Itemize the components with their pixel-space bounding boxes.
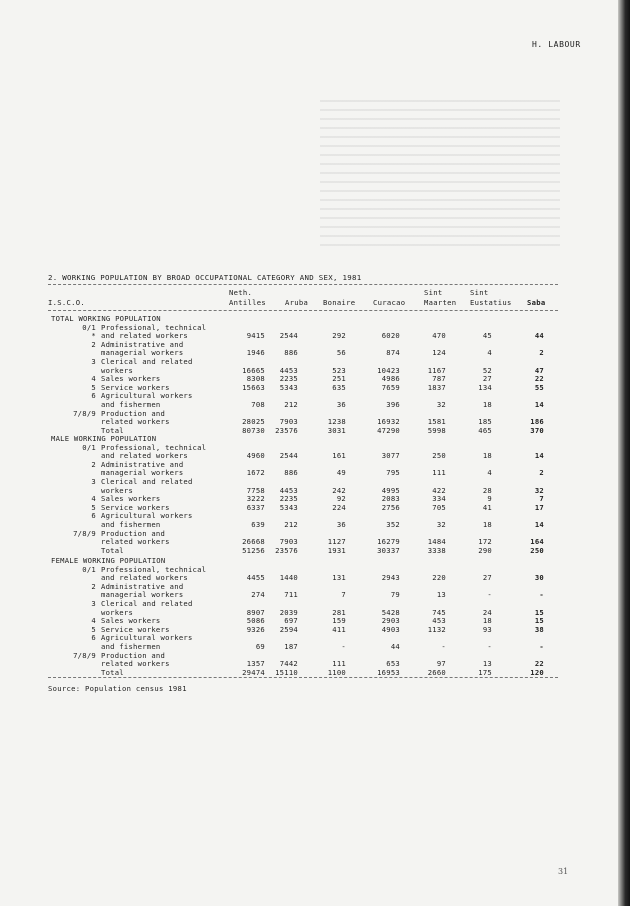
row-label: Agricultural workers [101, 511, 193, 521]
cell-value: 69 [255, 642, 265, 651]
cell-value: 396 [386, 400, 400, 409]
row-label: Administrative and [101, 581, 184, 591]
cell-value: 1100 [327, 667, 346, 677]
col-header-sint-maarten-line1: Sint [424, 288, 443, 297]
cell-value: - [487, 642, 492, 651]
cell-value: 14 [534, 400, 544, 409]
cell-value: 4986 [381, 374, 400, 384]
cell-value: 7903 [279, 417, 298, 427]
cell-value: 38 [534, 624, 544, 634]
cell-value: 1440 [279, 573, 298, 583]
cell-value: 185 [478, 417, 492, 427]
cell-value: 10423 [377, 365, 400, 375]
cell-value: 422 [432, 485, 446, 495]
total-row [0, 668, 618, 677]
cell-value: 453 [432, 616, 446, 626]
row-label: Professional, technical [101, 442, 207, 452]
cell-value: 30 [534, 573, 544, 583]
cell-value: 28 [482, 485, 492, 495]
cell-value: 653 [386, 659, 400, 669]
cell-value: 51256 [242, 545, 265, 555]
cell-value: 28025 [242, 417, 265, 427]
isco-code: 7/8/9 [73, 650, 96, 660]
cell-value: 352 [386, 520, 400, 529]
cell-value: 4 [487, 348, 492, 358]
cell-value: 93 [482, 624, 492, 634]
cell-value: 45 [482, 331, 492, 341]
isco-code: * [91, 331, 96, 341]
row-label: Total [101, 667, 124, 677]
row-label: related workers [101, 659, 170, 669]
bleed-through-texture [320, 100, 560, 250]
cell-value: 251 [332, 374, 346, 384]
cell-value: 6020 [381, 331, 400, 341]
cell-value: 18 [482, 616, 492, 626]
header-bottom-rule [48, 310, 558, 311]
isco-code: 7/8/9 [73, 408, 96, 418]
cell-value: 220 [432, 573, 446, 583]
row-label: Administrative and [101, 459, 184, 469]
col-header-neth-antilles-line2: Antilles [229, 298, 267, 307]
cell-value: 32 [534, 485, 544, 495]
cell-value: 16953 [377, 667, 400, 677]
cell-value: 2083 [381, 494, 400, 504]
row-label: TOTAL WORKING POPULATION [51, 314, 161, 323]
cell-value: 55 [534, 382, 544, 392]
cell-value: 124 [432, 348, 446, 358]
cell-value: 29474 [242, 667, 265, 677]
cell-value: 224 [332, 502, 346, 512]
cell-value: 30337 [377, 545, 400, 555]
source-note: Source: Population census 1981 [48, 684, 187, 693]
cell-value: 470 [432, 331, 446, 341]
cell-value: 292 [332, 331, 346, 341]
cell-value: 1357 [246, 659, 265, 669]
cell-value: 5343 [279, 502, 298, 512]
cell-value: 8308 [246, 374, 265, 384]
cell-value: 1484 [427, 537, 446, 547]
cell-value: 6337 [246, 502, 265, 512]
cell-value: 2594 [279, 624, 298, 634]
cell-value: 9 [487, 494, 492, 504]
cell-value: 4 [487, 468, 492, 478]
cell-value: 7903 [279, 537, 298, 547]
cell-value: 2 [539, 348, 544, 358]
isco-code: 3 [91, 599, 96, 608]
cell-value: 36 [336, 520, 346, 529]
row-label: and fishermen [101, 642, 161, 651]
cell-value: 26668 [242, 537, 265, 547]
cell-value: 164 [530, 537, 544, 547]
cell-value: 5086 [246, 616, 265, 626]
row-label: Sales workers [101, 374, 161, 384]
cell-value: 2544 [279, 451, 298, 461]
cell-value: 44 [534, 331, 544, 341]
cell-value: 186 [530, 417, 544, 427]
cell-value: 32 [436, 520, 446, 529]
cell-value: 745 [432, 607, 446, 617]
cell-value: 874 [386, 348, 400, 358]
page-number: 31 [558, 867, 569, 876]
cell-value: 7758 [246, 485, 265, 495]
cell-value: 27 [482, 374, 492, 384]
cell-value: 635 [332, 382, 346, 392]
col-header-curacao: Curacao [373, 298, 406, 307]
cell-value: 44 [390, 642, 400, 651]
cell-value: 886 [284, 468, 298, 478]
cell-value: 7659 [381, 382, 400, 392]
cell-value: 187 [284, 642, 298, 651]
cell-value: 250 [432, 451, 446, 461]
cell-value: - [487, 590, 492, 600]
cell-value: 36 [336, 400, 346, 409]
col-header-saba: Saba [527, 298, 546, 307]
cell-value: 9415 [246, 331, 265, 341]
cell-value: - [441, 642, 446, 651]
isco-code: 3 [91, 477, 96, 486]
isco-code: 5 [91, 382, 96, 392]
cell-value: 92 [336, 494, 346, 504]
isco-code: 5 [91, 624, 96, 634]
col-header-sint-eustatius-line1: Sint [470, 288, 489, 297]
cell-value: 32 [436, 400, 446, 409]
row-label: Service workers [101, 382, 170, 392]
row-label: FEMALE WORKING POPULATION [51, 556, 166, 565]
cell-value: 172 [478, 537, 492, 547]
isco-code: 6 [91, 391, 96, 401]
cell-value: 97 [436, 659, 446, 669]
cell-value: 250 [530, 545, 544, 555]
cell-value: 120 [530, 667, 544, 677]
cell-value: 22 [534, 659, 544, 669]
row-label: Clerical and related [101, 477, 193, 486]
cell-value: 1167 [427, 365, 446, 375]
isco-code: 0/1 [82, 322, 96, 332]
isco-code: 4 [91, 616, 96, 626]
cell-value: 4455 [246, 573, 265, 583]
col-header-aruba: Aruba [285, 298, 309, 307]
row-label: Total [101, 545, 124, 555]
cell-value: 16932 [377, 417, 400, 427]
cell-value: 4453 [279, 485, 298, 495]
cell-value: 2235 [279, 374, 298, 384]
cell-value: 1127 [327, 537, 346, 547]
header-top-rule [48, 284, 558, 285]
cell-value: 56 [336, 348, 346, 358]
isco-code: 0/1 [82, 564, 96, 574]
row-label: workers [101, 607, 134, 617]
cell-value: 15110 [275, 667, 298, 677]
row-label: Professional, technical [101, 322, 207, 332]
cell-value: 3222 [246, 494, 265, 504]
row-label: workers [101, 485, 134, 495]
cell-value: 5343 [279, 382, 298, 392]
row-label: Agricultural workers [101, 391, 193, 401]
cell-value: 18 [482, 520, 492, 529]
cell-value: 47290 [377, 425, 400, 435]
cell-value: 4960 [246, 451, 265, 461]
cell-value: 15 [534, 607, 544, 617]
row-label: and related workers [101, 451, 188, 461]
isco-code: 2 [91, 581, 96, 591]
cell-value: - [539, 642, 544, 651]
table-title: 2. WORKING POPULATION BY BROAD OCCUPATIONAL CATEGORY AND SEX, 1981 [48, 273, 362, 282]
cell-value: 1238 [327, 417, 346, 427]
cell-value: 2660 [427, 667, 446, 677]
cell-value: 465 [478, 425, 492, 435]
cell-value: 7 [341, 590, 346, 600]
row-label: Service workers [101, 624, 170, 634]
row-label: and related workers [101, 573, 188, 583]
row-label: and related workers [101, 331, 188, 341]
cell-value: 175 [478, 667, 492, 677]
cell-value: 2039 [279, 607, 298, 617]
cell-value: 4903 [381, 624, 400, 634]
cell-value: 886 [284, 348, 298, 358]
cell-value: 23576 [275, 545, 298, 555]
cell-value: 711 [284, 590, 298, 600]
cell-value: 14 [534, 520, 544, 529]
cell-value: 708 [251, 400, 265, 409]
cell-value: 1132 [427, 624, 446, 634]
cell-value: 18 [482, 400, 492, 409]
row-label: Clerical and related [101, 357, 193, 366]
cell-value: 2943 [381, 573, 400, 583]
row-label: Agricultural workers [101, 633, 193, 643]
cell-value: 281 [332, 607, 346, 617]
cell-value: 787 [432, 374, 446, 384]
row-label: managerial workers [101, 590, 184, 600]
cell-value: 3031 [327, 425, 346, 435]
cell-value: 13 [436, 590, 446, 600]
row-label: Total [101, 425, 124, 435]
row-label: MALE WORKING POPULATION [51, 434, 157, 443]
cell-value: 7 [539, 494, 544, 504]
col-header-isco: I.S.C.O. [48, 298, 86, 307]
cell-value: 79 [390, 590, 400, 600]
page-edge-shadow [618, 0, 630, 906]
row-label: Production and [101, 528, 166, 538]
cell-value: 212 [284, 520, 298, 529]
row-label: managerial workers [101, 348, 184, 358]
row-label: Professional, technical [101, 564, 207, 574]
row-label: Sales workers [101, 616, 161, 626]
row-label: Production and [101, 650, 166, 660]
cell-value: 9326 [246, 624, 265, 634]
table-bottom-rule [48, 677, 558, 678]
cell-value: 242 [332, 485, 346, 495]
total-row [0, 546, 618, 555]
cell-value: 80730 [242, 425, 265, 435]
cell-value: 15 [534, 616, 544, 626]
cell-value: 334 [432, 494, 446, 504]
cell-value: 49 [336, 468, 346, 478]
row-label: workers [101, 365, 134, 375]
cell-value: 274 [251, 590, 265, 600]
cell-value: 111 [332, 659, 346, 669]
cell-value: 22 [534, 374, 544, 384]
cell-value: 131 [332, 573, 346, 583]
cell-value: 24 [482, 607, 492, 617]
cell-value: 16665 [242, 365, 265, 375]
cell-value: 8907 [246, 607, 265, 617]
cell-value: 1946 [246, 348, 265, 358]
isco-code: 3 [91, 357, 96, 366]
cell-value: 411 [332, 624, 346, 634]
cell-value: 4453 [279, 365, 298, 375]
row-label: managerial workers [101, 468, 184, 478]
cell-value: 15663 [242, 382, 265, 392]
isco-code: 5 [91, 502, 96, 512]
cell-value: 5998 [427, 425, 446, 435]
cell-value: - [539, 590, 544, 600]
cell-value: 16279 [377, 537, 400, 547]
isco-code: 0/1 [82, 442, 96, 452]
cell-value: 23576 [275, 425, 298, 435]
cell-value: 2544 [279, 331, 298, 341]
col-header-sint-eustatius-line2: Eustatius [470, 298, 512, 307]
cell-value: 212 [284, 400, 298, 409]
cell-value: 4995 [381, 485, 400, 495]
cell-value: 3077 [381, 451, 400, 461]
row-label: related workers [101, 417, 170, 427]
cell-value: 2235 [279, 494, 298, 504]
cell-value: 523 [332, 365, 346, 375]
cell-value: 290 [478, 545, 492, 555]
cell-value: 705 [432, 502, 446, 512]
cell-value: 1931 [327, 545, 346, 555]
cell-value: 795 [386, 468, 400, 478]
row-label: related workers [101, 537, 170, 547]
col-header-bonaire: Bonaire [323, 298, 356, 307]
row-label: and fishermen [101, 520, 161, 529]
cell-value: 2 [539, 468, 544, 478]
isco-code: 2 [91, 339, 96, 349]
row-label: Sales workers [101, 494, 161, 504]
cell-value: 47 [534, 365, 544, 375]
isco-code: 4 [91, 494, 96, 504]
cell-value: - [341, 642, 346, 651]
isco-code: 4 [91, 374, 96, 384]
cell-value: 7442 [279, 659, 298, 669]
cell-value: 14 [534, 451, 544, 461]
row-label: Administrative and [101, 339, 184, 349]
cell-value: 13 [482, 659, 492, 669]
cell-value: 134 [478, 382, 492, 392]
isco-code: 7/8/9 [73, 528, 96, 538]
cell-value: 5428 [381, 607, 400, 617]
cell-value: 639 [251, 520, 265, 529]
cell-value: 370 [530, 425, 544, 435]
running-head: H. LABOUR [532, 40, 581, 49]
cell-value: 161 [332, 451, 346, 461]
isco-code: 6 [91, 511, 96, 521]
cell-value: 697 [284, 616, 298, 626]
cell-value: 17 [534, 502, 544, 512]
row-label: and fishermen [101, 400, 161, 409]
cell-value: 52 [482, 365, 492, 375]
row-label: Service workers [101, 502, 170, 512]
row-label: Clerical and related [101, 599, 193, 608]
isco-code: 6 [91, 633, 96, 643]
col-header-neth-antilles-line1: Neth. [229, 288, 253, 297]
isco-code: 2 [91, 459, 96, 469]
cell-value: 159 [332, 616, 346, 626]
col-header-sint-maarten-line2: Maarten [424, 298, 457, 307]
cell-value: 111 [432, 468, 446, 478]
cell-value: 1837 [427, 382, 446, 392]
cell-value: 18 [482, 451, 492, 461]
cell-value: 41 [482, 502, 492, 512]
cell-value: 2756 [381, 502, 400, 512]
row-label: Production and [101, 408, 166, 418]
cell-value: 1581 [427, 417, 446, 427]
cell-value: 27 [482, 573, 492, 583]
cell-value: 3338 [427, 545, 446, 555]
cell-value: 2903 [381, 616, 400, 626]
cell-value: 1672 [246, 468, 265, 478]
